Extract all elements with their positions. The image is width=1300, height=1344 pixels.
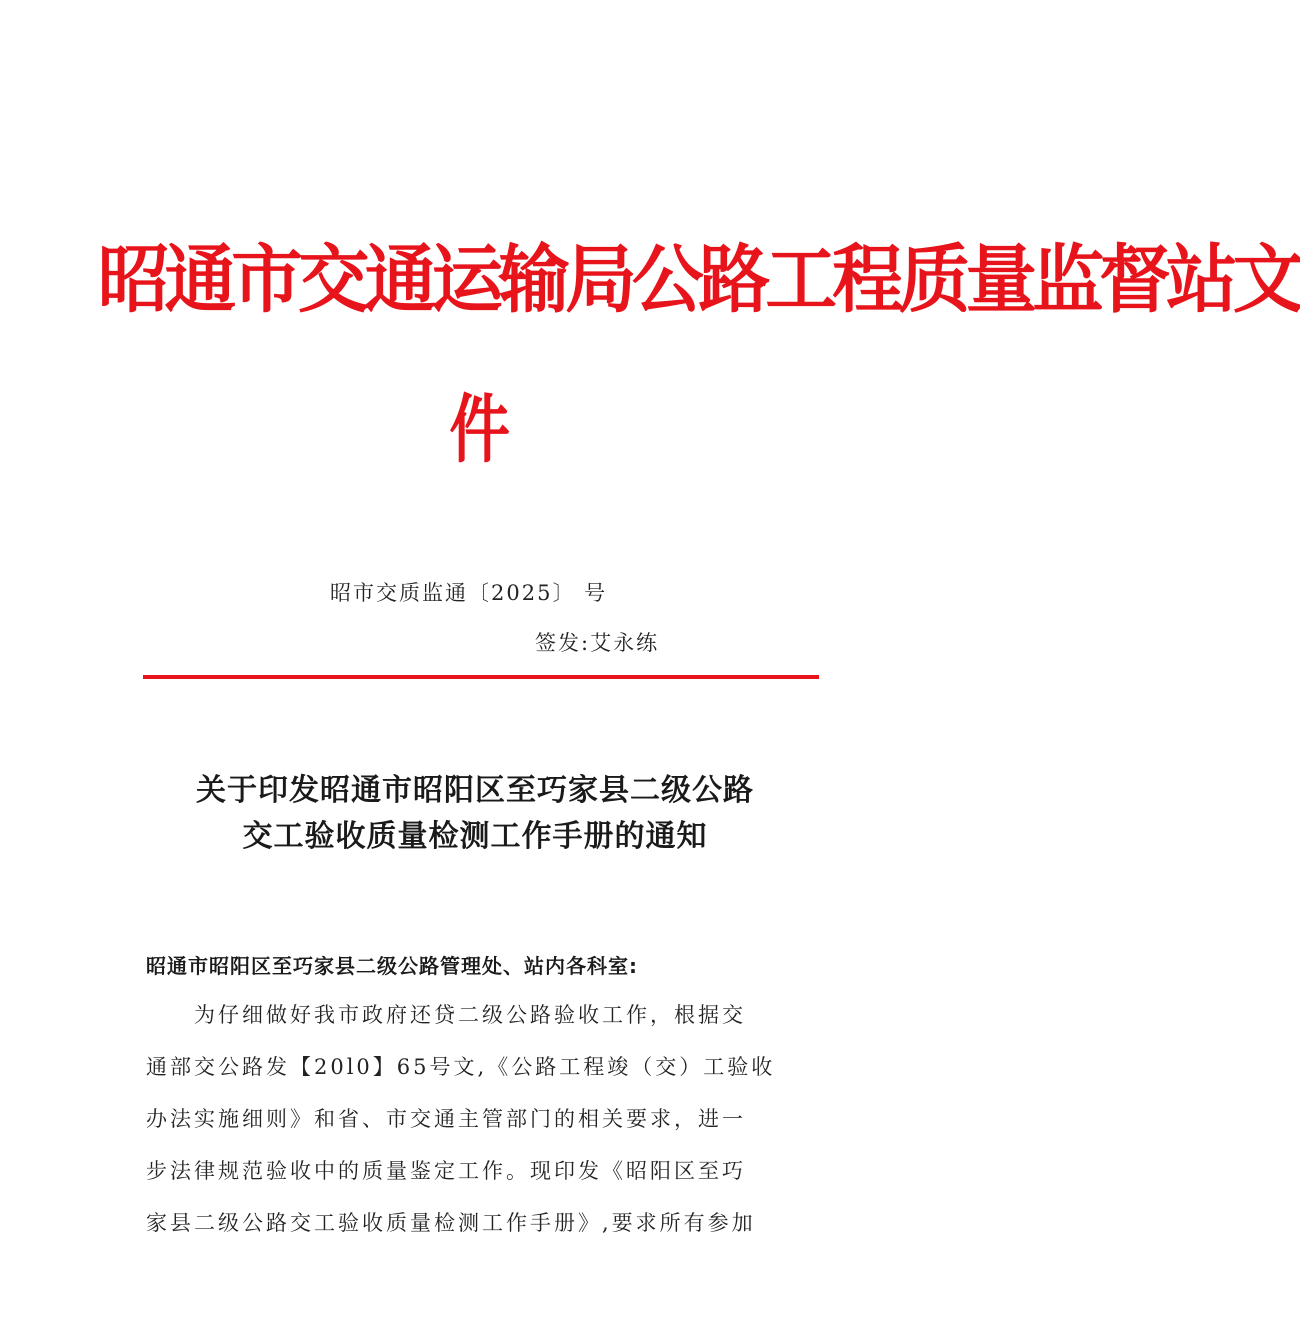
body-paragraph — [146, 997, 806, 1257]
addressee: 昭通市昭阳区至巧家县二级公路管理处、站内各科室: — [146, 954, 638, 978]
issuer-signature: 签发:艾永练 — [535, 631, 660, 655]
red-divider-line — [143, 675, 819, 679]
body-line: 为仔细做好我市政府还贷二级公路验收工作，根据交 — [194, 1003, 746, 1027]
notice-title — [140, 768, 810, 860]
document-number: 昭市交质监通〔2025〕 号 — [330, 581, 608, 605]
body-line: 步法律规范验收中的质量鉴定工作。现印发《昭阳区至巧 — [146, 1159, 746, 1183]
red-header-line-1: 昭通市交通运输局公路工程质量监督站文 — [97, 237, 1300, 323]
body-line: 通部交公路发【20l0】65号文,《公路工程竣（交）工验收 — [146, 1055, 776, 1079]
red-header-line-2: 件 — [449, 387, 506, 473]
notice-title-line-2: 交工验收质量检测工作手册的通知 — [242, 819, 708, 854]
body-line: 家县二级公路交工验收质量检测工作手册》,要求所有参加 — [146, 1211, 756, 1235]
body-line: 办法实施细则》和省、市交通主管部门的相关要求，进一 — [146, 1107, 746, 1131]
notice-title-line-1: 关于印发昭通市昭阳区至巧家县二级公路 — [196, 773, 754, 808]
red-header-title — [97, 225, 1300, 490]
